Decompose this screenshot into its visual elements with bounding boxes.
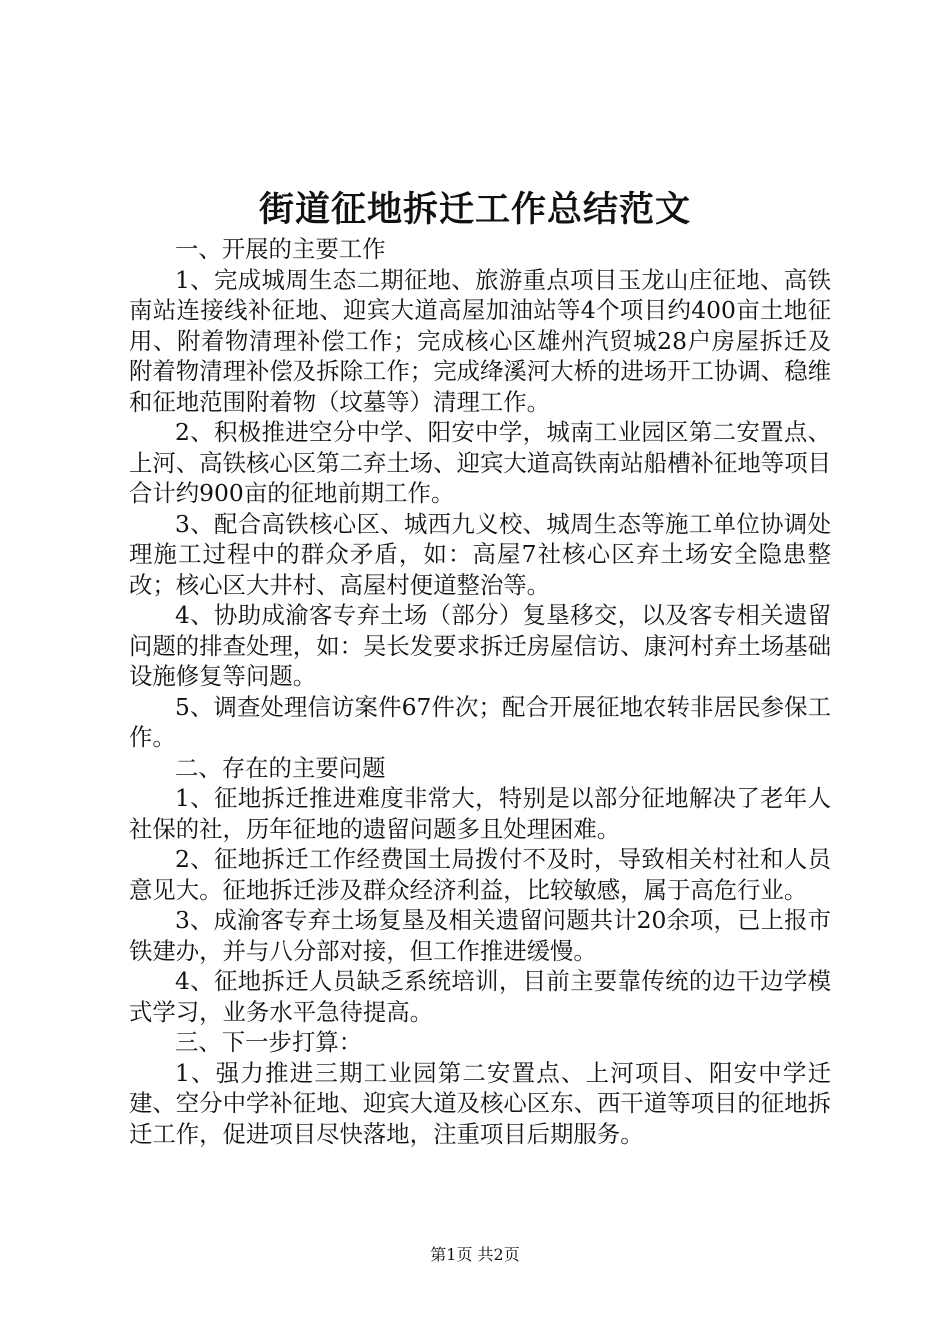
section-heading-1: 一、开展的主要工作 (175, 235, 386, 263)
section-heading-2: 二、存在的主要问题 (175, 753, 386, 782)
paragraph: 4、协助成渝客专弃土场（部分）复垦移交，以及客专相关遗留问题的排查处理，如：吴长发要求拆迁房屋信访、康河村弃土场基础设施修复等问题。 (129, 601, 831, 690)
paragraph: 3、成渝客专弃土场复垦及相关遗留问题共计20余项，已上报市铁建办，并与八分部对接，但工作推进缓慢。 (129, 906, 831, 965)
document-title: 街道征地拆迁工作总结范文 (258, 189, 691, 230)
section-heading-3: 三、下一步打算： (175, 1028, 363, 1056)
paragraph: 1、完成城周生态二期征地、旅游重点项目玉龙山庄征地、高铁南站连接线补征地、迎宾大道高屋加油站等4个项目约400亩土地征用、附着物清理补偿工作；完成核心区雄州汽贸城28户房屋拆迁及附着物清理补偿及拆除工作；完成绛溪河大桥的进场开工协调、稳维和征地范围附着物（坟墓等）清理工作。 (129, 265, 831, 416)
paragraph: 5、调查处理信访案件67件次；配合开展征地农转非居民参保工作。 (129, 692, 831, 751)
paragraph: 4、征地拆迁人员缺乏系统培训，目前主要靠传统的边干边学模式学习，业务水平急待提高。 (129, 967, 831, 1026)
paragraph: 1、强力推进三期工业园第二安置点、上河项目、阳安中学迁建、空分中学补征地、迎宾大道及核心区东、西干道等项目的征地拆迁工作，促进项目尽快落地，注重项目后期服务。 (129, 1058, 831, 1148)
paragraph: 1、征地拆迁推进难度非常大，特别是以部分征地解决了老年人社保的社，历年征地的遗留问题多且处理困难。 (129, 784, 831, 843)
paragraph: 2、征地拆迁工作经费国土局拨付不及时，导致相关村社和人员意见大。征地拆迁涉及群众经济利益，比较敏感，属于高危行业。 (129, 845, 831, 904)
paragraph: 2、积极推进空分中学、阳安中学，城南工业园区第二安置点、上河、高铁核心区第二弃土场、迎宾大道高铁南站船槽补征地等项目合计约900亩的征地前期工作。 (129, 418, 831, 507)
page-number-footer: 第1页 共2页 (430, 1245, 520, 1264)
document-body (129, 234, 831, 1149)
paragraph: 3、配合高铁核心区、城西九义校、城周生态等施工单位协调处理施工过程中的群众矛盾，如：高屋7社核心区弃土场安全隐患整改；核心区大井村、高屋村便道整治等。 (129, 509, 831, 599)
